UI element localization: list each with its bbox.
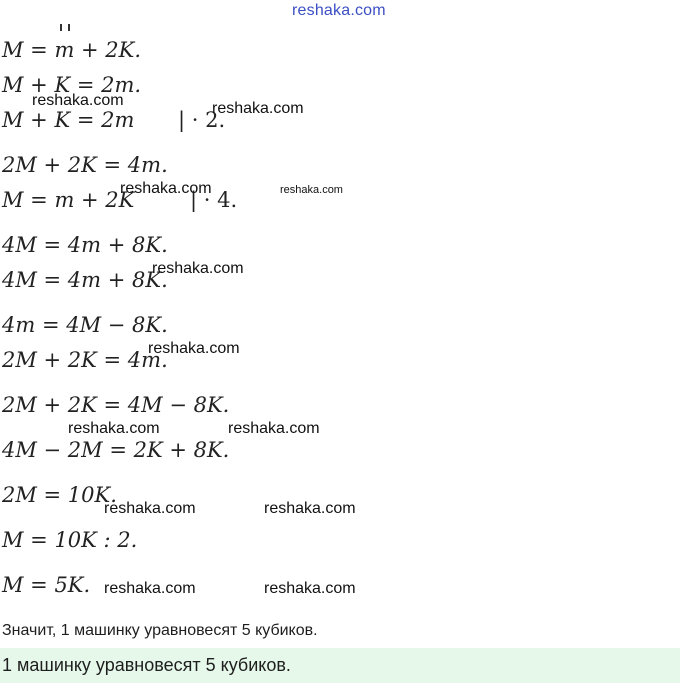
equation-12: 2M = 10K. (2, 483, 117, 507)
watermark: reshaka.com (228, 420, 320, 437)
equation-4: 2M + 2K = 4m. (2, 153, 168, 177)
watermark: reshaka.com (212, 100, 304, 117)
equation-11: 4M − 2M = 2K + 8K. (2, 438, 230, 462)
watermark: reshaka.com (264, 500, 356, 517)
equation-13: M = 10K : 2. (2, 528, 138, 552)
site-header-link[interactable]: reshaka.com (292, 2, 386, 19)
watermark: reshaka.com (264, 580, 356, 597)
equation-7: 4M = 4m + 8K. (2, 268, 168, 292)
equation-6: 4M = 4m + 8K. (2, 233, 168, 257)
watermark: reshaka.com (152, 260, 244, 277)
watermark: reshaka.com (104, 580, 196, 597)
watermark: reshaka.com (120, 180, 212, 197)
watermark: reshaka.com (32, 92, 124, 109)
multiplier-2: | · 2. (178, 108, 226, 132)
watermark: reshaka.com (104, 500, 196, 517)
watermark: reshaka.com (280, 184, 343, 196)
watermark: reshaka.com (68, 420, 160, 437)
equation-5: M = m + 2K (2, 188, 135, 212)
equation-3: M + K = 2m (2, 108, 135, 132)
cropped-glyph (60, 24, 70, 31)
equation-9: 2M + 2K = 4m. (2, 348, 168, 372)
equation-8: 4m = 4M − 8K. (2, 313, 168, 337)
conclusion-text: Значит, 1 машинку уравновесят 5 кубиков. (2, 622, 318, 639)
answer-text: 1 машинку уравновесят 5 кубиков. (2, 655, 291, 675)
equation-1: M = m + 2K. (2, 38, 142, 62)
equation-10: 2M + 2K = 4M − 8K. (2, 393, 230, 417)
multiplier-4: | · 4. (190, 188, 238, 212)
equation-14: M = 5K. (2, 573, 91, 597)
watermark: reshaka.com (148, 340, 240, 357)
equation-2: M + K = 2m. (2, 73, 142, 97)
